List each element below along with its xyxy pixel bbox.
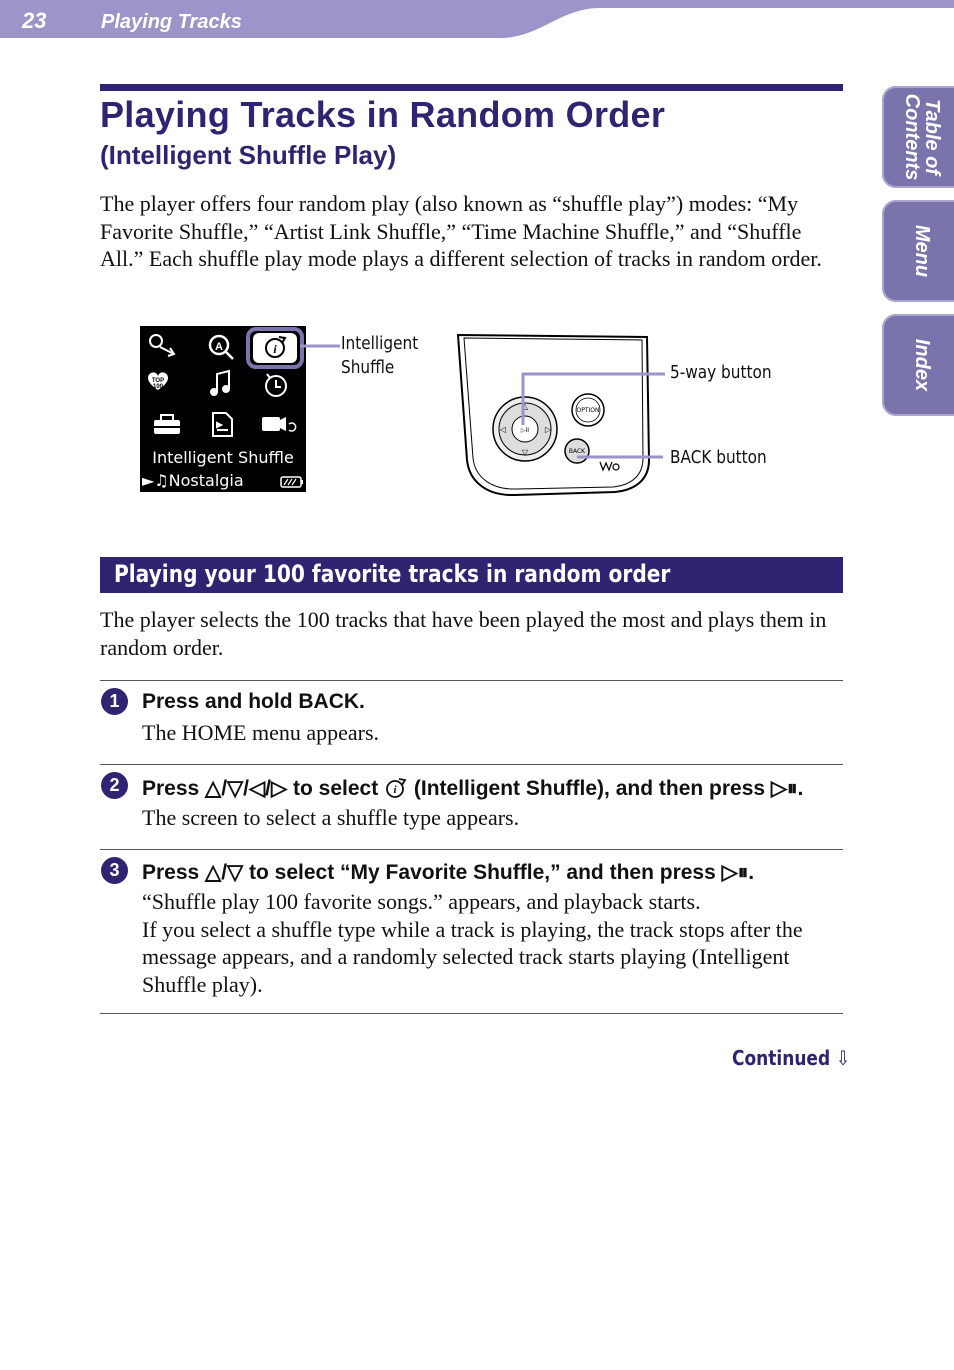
step-heading-2-suffix: (Intelligent Shuffle), and then press ▷⏸. [413, 777, 804, 800]
screen-label: Intelligent Shuffle [152, 448, 294, 467]
callout-5-way-button: 5-way button [670, 362, 772, 383]
step-body-1: The HOME menu appears. [142, 720, 380, 745]
playlist-icon [213, 413, 232, 436]
svg-text:△: △ [521, 402, 529, 411]
step-body-2: The screen to select a shuffle type appears. [142, 805, 520, 830]
back-button [565, 439, 589, 463]
step-heading-2-prefix: Press △/▽/◁/▷ to select [142, 777, 379, 800]
callout-line-shuffle [300, 340, 342, 352]
tab-label-toc: Table of Contents [901, 93, 943, 181]
video-icon [262, 417, 296, 431]
toolbox-icon [154, 415, 180, 434]
five-way-button [493, 397, 557, 461]
svg-text:A: A [215, 341, 223, 353]
tab-label-index: Index [911, 338, 933, 392]
step-number-2: 2 [101, 772, 128, 799]
callout-intelligent-shuffle: Intelligent Shuffle [341, 333, 419, 378]
section-heading-bar [100, 557, 843, 593]
divider [100, 764, 843, 765]
step-heading-3: Press △/▽ to select “My Favorite Shuffle,” and then press ▷⏸. [142, 861, 755, 884]
intro-paragraph: The player offers four random play (also known as “shuffle play”) modes: “My Favorite Shuffle,” “Artist Link Shuffle,” “Time Machine Shuffle,” and “Shuffle All.” Each shuffle play mode plays a different selection of tracks in random order. [100, 191, 822, 271]
continued-link[interactable] [732, 1046, 850, 1070]
tab-table-of-contents[interactable] [882, 86, 954, 188]
music-note-icon [211, 371, 230, 396]
page-number: 23 [22, 8, 47, 33]
step-body-3: “Shuffle play 100 favorite songs.” appears, and playback starts. If you select a shuffle type while a track is playing, the track stops after the message appears, and a randomly selected track starts playing (Intelligent Shuffle play). [142, 889, 803, 997]
step-heading-2 [142, 775, 803, 801]
tab-menu[interactable] [882, 200, 954, 302]
player-home-screen [140, 326, 306, 492]
title-rule [100, 84, 843, 91]
step-heading-1: Press and hold BACK. [142, 690, 365, 713]
svg-text:100: 100 [152, 384, 164, 390]
step-number-3: 3 [101, 857, 128, 884]
player-device-illustration [455, 330, 675, 505]
svg-text:◁: ◁ [499, 425, 507, 434]
header-section-title: Playing Tracks [101, 11, 242, 33]
clock-icon [266, 374, 286, 396]
svg-text:TOP: TOP [151, 378, 165, 384]
svg-text:▷: ▷ [544, 425, 552, 434]
continued-label: Continued [732, 1046, 831, 1070]
svg-text:i: i [393, 784, 397, 796]
step-number-1: 1 [101, 688, 128, 715]
svg-text:i: i [273, 342, 277, 356]
battery-icon [280, 476, 304, 488]
page-subtitle: (Intelligent Shuffle Play) [100, 140, 397, 170]
intelligent-shuffle-icon [384, 775, 408, 799]
svg-text:▷II: ▷II [520, 427, 530, 434]
settings-icon [150, 335, 174, 356]
svg-text:OPTION: OPTION [576, 407, 600, 414]
section-intro-paragraph: The player selects the 100 tracks that have been played the most and plays them in random order. [100, 607, 827, 660]
page-title: Playing Tracks in Random Order [100, 94, 666, 135]
arrow-down-icon: ⇩ [836, 1046, 851, 1070]
callout-back-button: BACK button [670, 447, 767, 468]
now-playing-line: ►♫Nostalgia [142, 471, 244, 490]
option-button [572, 394, 604, 426]
divider [100, 849, 843, 850]
section-heading: Playing your 100 favorite tracks in random order [114, 560, 671, 588]
svg-text:BACK: BACK [568, 448, 586, 455]
tab-index[interactable] [882, 314, 954, 416]
divider [100, 680, 843, 681]
home-icons [140, 326, 306, 492]
tab-label-menu: Menu [911, 224, 933, 278]
svg-text:▽: ▽ [521, 448, 529, 457]
divider [100, 1013, 843, 1014]
